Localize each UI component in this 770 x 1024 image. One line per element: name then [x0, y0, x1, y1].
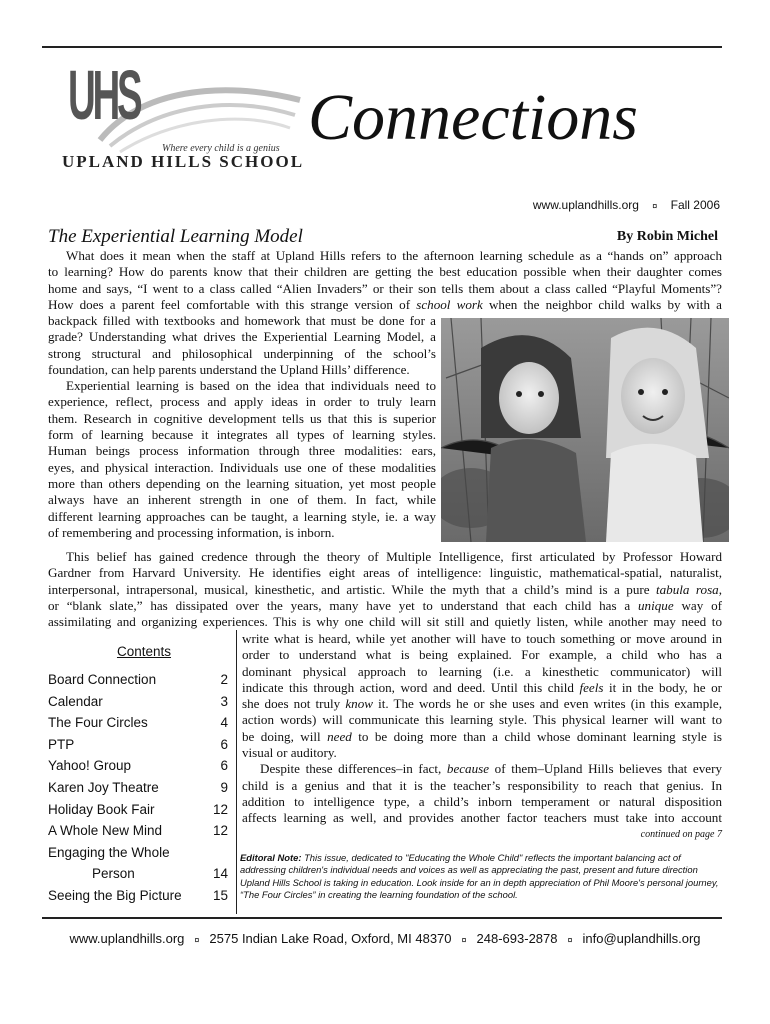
emphasis: know [345, 696, 373, 712]
children-photo [441, 318, 729, 542]
text-line: be doing, will need to be doing more than a child whose dominant learning style is [242, 728, 722, 744]
issue-season: Fall 2006 [670, 198, 720, 212]
text-line: Despite these differences–in fact, because of them–Upland Hills believes that every [260, 761, 722, 777]
text-line: them. Research in cognitive development tells us that this is superior [48, 410, 436, 426]
masthead-website-link[interactable]: www.uplandhills.org [532, 198, 639, 212]
text-line: to learning? How do parents know that their children are getting the best education possible when their daughter comes [48, 264, 722, 280]
toc-item[interactable]: Person 14 [92, 866, 228, 882]
toc-item[interactable]: Engaging the Whole [48, 844, 170, 860]
text-line: grade? Understanding what drives the Experiential Learning Model, a [48, 329, 436, 345]
footer-phone[interactable]: 248-693-2878 [476, 931, 558, 946]
editorial-note [240, 852, 720, 901]
text-line: home and says, “I went to a class called “Alien Invaders” or their son tells them about a class called “Playful Moments”? [48, 280, 722, 296]
text-line: strong structural and philosophical underpinning of the school’s [48, 345, 436, 361]
text-line: she does not truly know it. The words he or she uses and even writes (in this example, [242, 696, 722, 712]
text-line: of remembering and processing information, is inborn. [48, 524, 335, 540]
text-line: action words) will communicate this learning style. This physical learner will want to [242, 712, 722, 728]
toc-item[interactable]: A Whole New Mind 12 [48, 823, 228, 839]
footer-address: 2575 Indian Lake Road, Oxford, MI 48370 [209, 931, 452, 946]
footer-email-link[interactable]: info@uplandhills.org [582, 931, 701, 946]
emphasis: need [327, 728, 352, 744]
emphasis: tabula rosa [656, 581, 719, 597]
newsletter-title: Connections [308, 81, 638, 154]
toc-item[interactable]: Holiday Book Fair 12 [48, 801, 228, 817]
bottom-rule [42, 917, 722, 919]
table-of-contents [48, 644, 228, 907]
editorial-text: This issue, dedicated to "Educating the Whole Child" reflects the important balancing act of addressing children's individual needs and voices as well as appreciating the past, present and future direction Upland Hills School is taking in education. Look inside for an in depth appreciation of Phil Moore's personal journey, “The Four Circles” in creating the learning foundation of the school. [240, 852, 719, 900]
text-line: different learning approaches can be taught, a learning style, ie. a way [48, 508, 436, 524]
text-line: What does it mean when the staff at Upland Hills refers to the afternoon learning schedule as a “hands on” approach [66, 248, 722, 263]
text-line: foundation, can help parents understand the Upland Hills’ difference. [48, 361, 410, 377]
editorial-lead: Editoral Note: [240, 852, 302, 863]
issue-line [533, 198, 720, 212]
text-line: interpersonal, intrapersonal, musical, kinesthetic, and artistic. While the myth that a child’s mind is a pure tabula rosa, [48, 581, 722, 597]
separator-icon: ¤ [652, 201, 658, 211]
toc-item[interactable]: Karen Joy Theatre 9 [48, 779, 228, 795]
logo-tagline: Where every child is a genius [162, 143, 280, 154]
text-line: visual or auditory. [242, 745, 337, 761]
top-rule [42, 46, 722, 48]
text-line: experience, reflect, process and apply ideas in order to truly learn [48, 394, 436, 410]
text-line: This belief has gained credence through the theory of Multiple Intelligence, first articulated by Professor Howard [66, 549, 722, 564]
text-line: Gardner from Harvard University. He identifies eight areas of intelligence: linguistic, mathematical-spatial, naturalist, [48, 565, 722, 581]
byline: By Robin Michel [616, 229, 718, 244]
emphasis: school work [416, 296, 483, 312]
footer [40, 931, 730, 946]
footer-website-link[interactable]: www.uplandhills.org [69, 931, 185, 946]
text-line: or “blank slate,” has dissipated over the years, many have yet to understand that each child has a unique way of [48, 597, 722, 613]
toc-item[interactable]: PTP 6 [48, 736, 228, 752]
text-line: backpack filled with textbooks and homework that must be done for a [48, 313, 436, 328]
toc-item[interactable]: Calendar 3 [48, 693, 228, 709]
text-line: eyes, and physical interaction. Individuals use one of these modalities [48, 459, 436, 475]
school-logo: UHS [68, 56, 140, 134]
article-intro [48, 248, 722, 313]
continued-note[interactable]: continued on page 7 [640, 829, 722, 840]
text-line: affects learning as well, and provides another factor teachers must take into account [242, 810, 722, 826]
text-line: Human beings process information through three modalities: ears, [48, 443, 436, 459]
text-line: addition to intelligence type, a child’s inborn temperament or natural disposition [242, 793, 722, 809]
text-line: indicate this through action, word and deed. Until this child feels it in the body, he or [242, 679, 722, 695]
text-line: order to understand what is being explained. For example, a child who has a [242, 647, 722, 663]
text-line: child is a genius and that it is the teacher’s responsibility to reach that genius. In [242, 777, 722, 793]
contents-title: Contents [116, 644, 172, 659]
school-name: UPLAND HILLS SCHOOL [62, 152, 305, 171]
text-line: always have an inherent strength in one of them. In fact, while [48, 492, 436, 508]
column-divider [236, 630, 237, 914]
emphasis: unique [638, 597, 674, 613]
article-paragraph-3 [48, 549, 722, 630]
text-line: Experiential learning is based on the idea that individuals need to [66, 378, 436, 394]
toc-item[interactable]: Seeing the Big Picture 15 [48, 887, 228, 903]
separator-icon: ¤ [194, 935, 200, 945]
separator-icon: ¤ [567, 935, 573, 945]
text-line: form of learning because it integrates all types of learning styles. [48, 427, 436, 443]
emphasis: feels [579, 679, 604, 695]
article-title: The Experiential Learning Model [48, 226, 303, 247]
toc-item[interactable]: Board Connection 2 [48, 672, 228, 687]
text-line: write what is heard, while yet another will have to touch something or move around in [242, 631, 722, 646]
toc-item[interactable]: The Four Circles 4 [48, 715, 228, 731]
emphasis: because [446, 761, 490, 777]
toc-item[interactable]: Yahoo! Group 6 [48, 758, 228, 774]
article-left-column [48, 313, 436, 541]
text-line: dominant physical approach to learning (i.e. a kinesthetic communicator) will [242, 663, 722, 679]
text-line: more than others depending on the learning situation, yet most people [48, 475, 436, 491]
text-line: assimilating and organizing experiences. This is why one child will sit still and quietly listen, while another may need to [48, 614, 722, 630]
article-right-column [242, 631, 722, 827]
separator-icon: ¤ [461, 935, 467, 945]
text-line: How does a parent feel comfortable with this strange version of school work when the neighbor child walks by with a [48, 296, 722, 312]
